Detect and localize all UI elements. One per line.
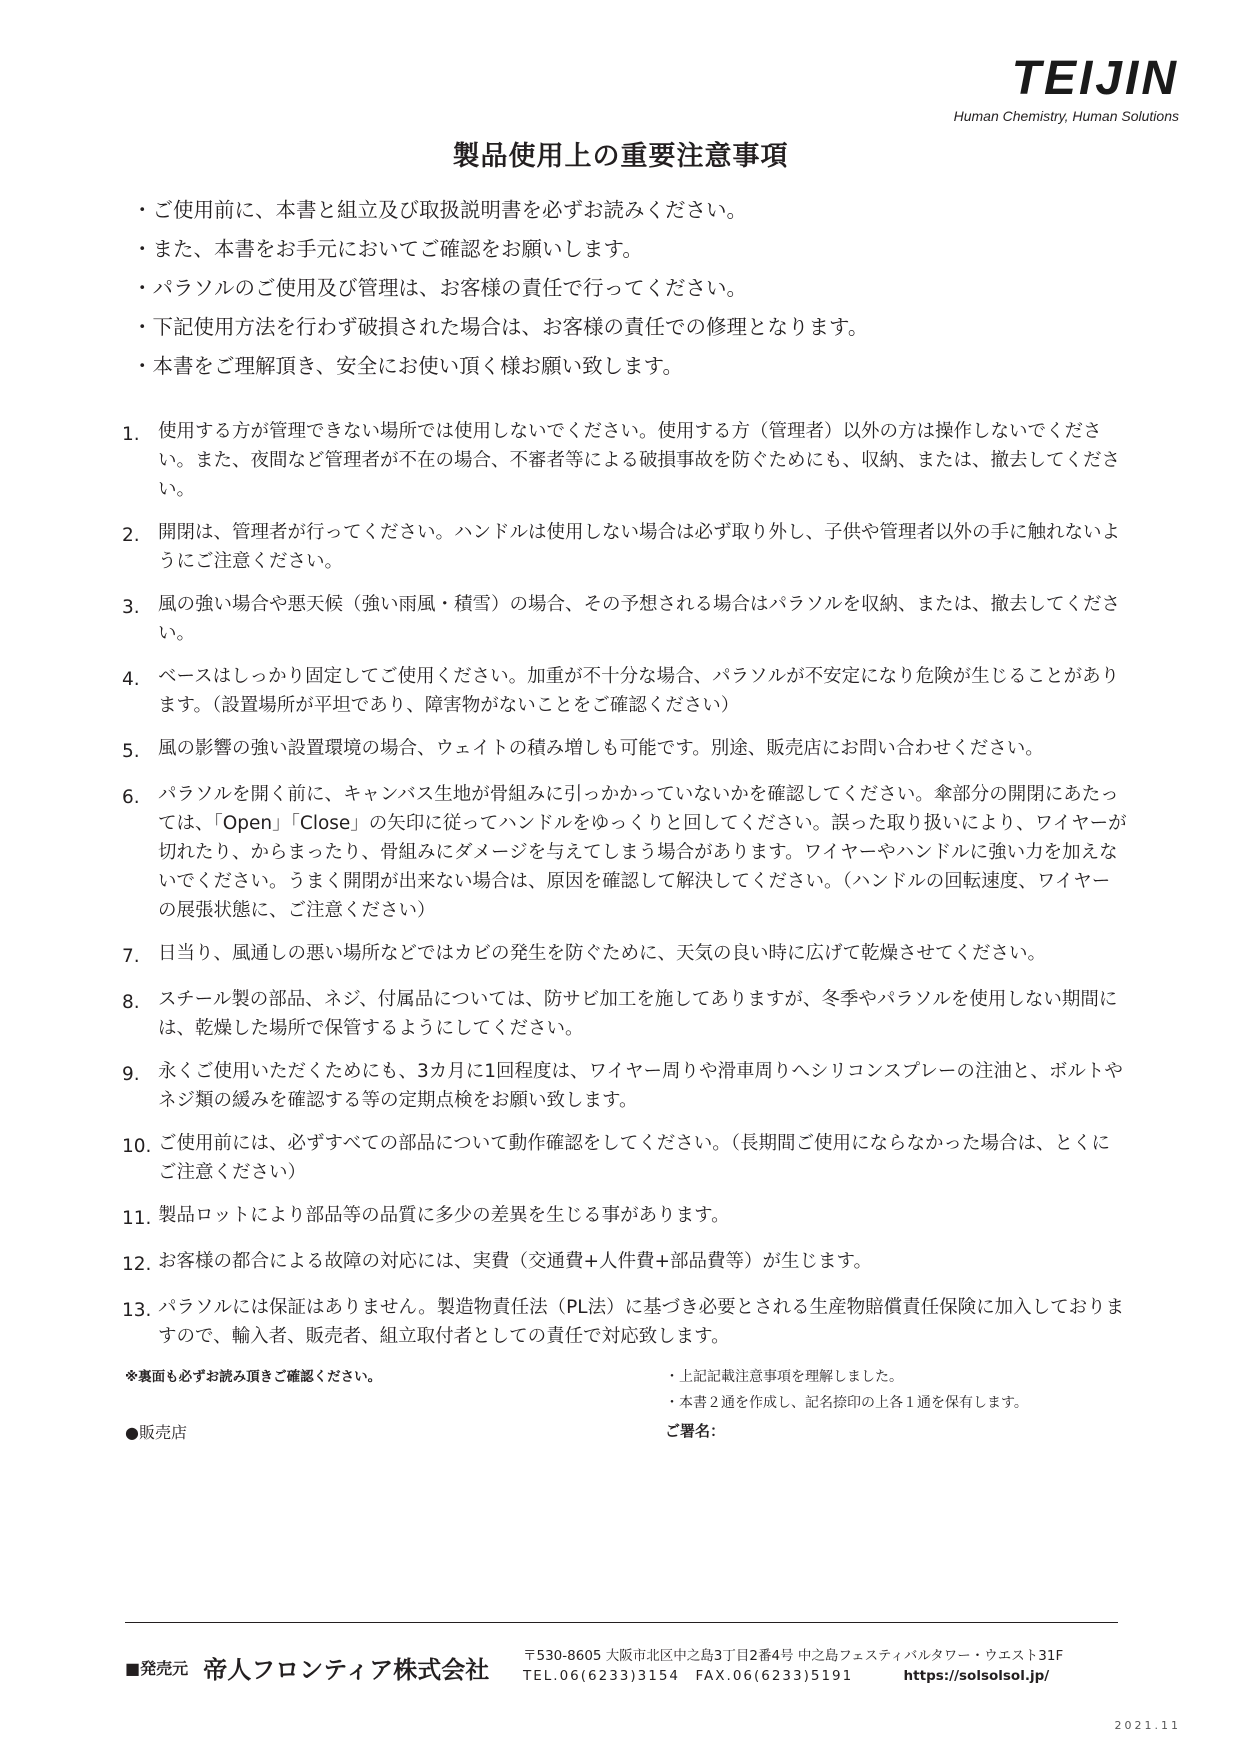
website-link[interactable]: https://solsolsol.jp/ (903, 1668, 1050, 1684)
list-item (122, 939, 1127, 971)
item-text: 風の影響の強い設置環境の場合、ウェイトの積み増しも可能です。別途、販売店にお問い合わせください。 (158, 738, 1044, 759)
page-title: 製品使用上の重要注意事項 (452, 141, 789, 172)
seller-label: ●販売店 (125, 1423, 187, 1442)
item-number: 4. (122, 669, 140, 690)
list-item (122, 734, 1127, 766)
bullet-item: ・また、本書をお手元においてご確認をお願いします。 (132, 237, 643, 261)
list-item (122, 590, 1127, 648)
item-number: 8. (122, 992, 140, 1013)
publisher-name: 帝人フロンティア株式会社 (203, 1656, 490, 1684)
list-item (122, 518, 1127, 576)
bullet-item: ・パラソルのご使用及び管理は、お客様の責任で行ってください。 (132, 276, 747, 300)
bullet-list (132, 195, 1132, 390)
item-number: 12. (122, 1254, 152, 1275)
item-number: 9. (122, 1064, 140, 1085)
item-text: 使用する方が管理できない場所では使用しないでください。使用する方（管理者）以外の方は操作しないでください。また、夜間など管理者が不在の場合、不審者等による破損事故を防ぐためにも、収納、または、撤去してください。 (158, 421, 1121, 500)
agreement-line: ・上記記載注意事項を理解しました。 (665, 1369, 903, 1385)
item-number: 5. (122, 741, 140, 762)
list-item (122, 662, 1127, 720)
agreement-block (665, 1364, 1028, 1416)
item-number: 1. (122, 424, 140, 445)
logo-wordmark: TEIJIN (1011, 52, 1179, 105)
list-item (122, 1129, 1127, 1187)
list-item (122, 1247, 1127, 1279)
phone-fax-text: TEL.06(6233)3154 FAX.06(6233)5191 (523, 1668, 854, 1684)
publisher (125, 1650, 489, 1685)
back-side-note: ※裏面も必ずお読み頂きご確認ください。 (125, 1369, 382, 1385)
teijin-logo (954, 54, 1179, 124)
item-number: 2. (122, 525, 140, 546)
item-text: ベースはしっかり固定してご使用ください。加重が不十分な場合、パラソルが不安定になり危険が生じることがあります。（設置場所が平坦であり、障害物がないことをご確認ください） (158, 666, 1120, 716)
item-text: 開閉は、管理者が行ってください。ハンドルは使用しない場合は必ず取り外し、子供や管理者以外の手に触れないようにご注意ください。 (158, 522, 1121, 572)
item-text: パラソルを開く前に、キャンバス生地が骨組みに引っかかっていないかを確認してください。傘部分の開閉にあたっては、「Open」「Close」の矢印に従ってハンドルをゆっくりと回してください。誤った取り扱いにより、ワイヤーが切れたり、からまったり、骨組みにダメージを与えてしまう場合があります。ワイヤーやハンドルに強い力を加えないでください。うまく開閉が出来ない場合は、原因を確認して解決してください。（ハンドルの回転速度、ワイヤーの展張状態に、ご注意ください） (158, 784, 1127, 921)
list-item (122, 1293, 1127, 1351)
list-item (122, 417, 1127, 504)
item-text: パラソルには保証はありません。製造物責任法（PL法）に基づき必要とされる生産物賠償責任保険に加入しておりますので、輸入者、販売者、組立取付者としての責任で対応致します。 (158, 1297, 1125, 1347)
footer-divider (125, 1622, 1118, 1623)
item-number: 10. (122, 1136, 152, 1157)
agreement-line: ・本書２通を作成し、記名捺印の上各１通を保有します。 (665, 1395, 1028, 1411)
list-item (122, 1057, 1127, 1115)
logo-tagline: Human Chemistry, Human Solutions (953, 108, 1179, 124)
document-date: 2021.11 (1114, 1719, 1181, 1732)
phone-fax (523, 1666, 1063, 1686)
item-number: 3. (122, 597, 140, 618)
address: 〒530-8605 大阪市北区中之島3丁目2番4号 中之島フェスティバルタワー・ウエスト31F (523, 1648, 1064, 1664)
list-item (122, 1201, 1127, 1233)
item-text: ご使用前には、必ずすべての部品について動作確認をしてください。（長期間ご使用にならなかった場合は、とくにご注意ください） (158, 1133, 1111, 1183)
list-item (122, 985, 1127, 1043)
signature-label: ご署名： (665, 1422, 726, 1440)
bullet-item: ・下記使用方法を行わず破損された場合は、お客様の責任での修理となります。 (132, 315, 869, 339)
numbered-list (122, 417, 1127, 1365)
item-number: 6. (122, 787, 140, 808)
publisher-label: ■発売元 (125, 1659, 189, 1678)
item-text: 永くご使用いただくためにも、3カ月に1回程度は、ワイヤー周りや滑車周りへシリコンスプレーの注油と、ボルトやネジ類の緩みを確認する等の定期点検をお願い致します。 (158, 1061, 1123, 1111)
publisher-contact (523, 1646, 1063, 1686)
item-text: 製品ロットにより部品等の品質に多少の差異を生じる事があります。 (158, 1205, 730, 1226)
item-text: スチール製の部品、ネジ、付属品については、防サビ加工を施してありますが、冬季やパラソルを使用しない期間には、乾燥した場所で保管するようにしてください。 (158, 989, 1118, 1039)
item-text: 風の強い場合や悪天候（強い雨風・積雪）の場合、その予想される場合はパラソルを収納、または、撤去してください。 (158, 594, 1121, 644)
bullet-item: ・本書をご理解頂き、安全にお使い頂く様お願い致します。 (132, 354, 684, 378)
item-number: 7. (122, 946, 140, 967)
list-item (122, 780, 1127, 925)
item-number: 11. (122, 1208, 152, 1229)
item-number: 13. (122, 1300, 152, 1321)
item-text: 日当り、風通しの悪い場所などではカビの発生を防ぐために、天気の良い時に広げて乾燥させてください。 (158, 943, 1047, 964)
item-text: お客様の都合による故障の対応には、実費（交通費+人件費+部品費等）が生じます。 (158, 1251, 873, 1272)
bullet-item: ・ご使用前に、本書と組立及び取扱説明書を必ずお読みください。 (132, 198, 747, 222)
